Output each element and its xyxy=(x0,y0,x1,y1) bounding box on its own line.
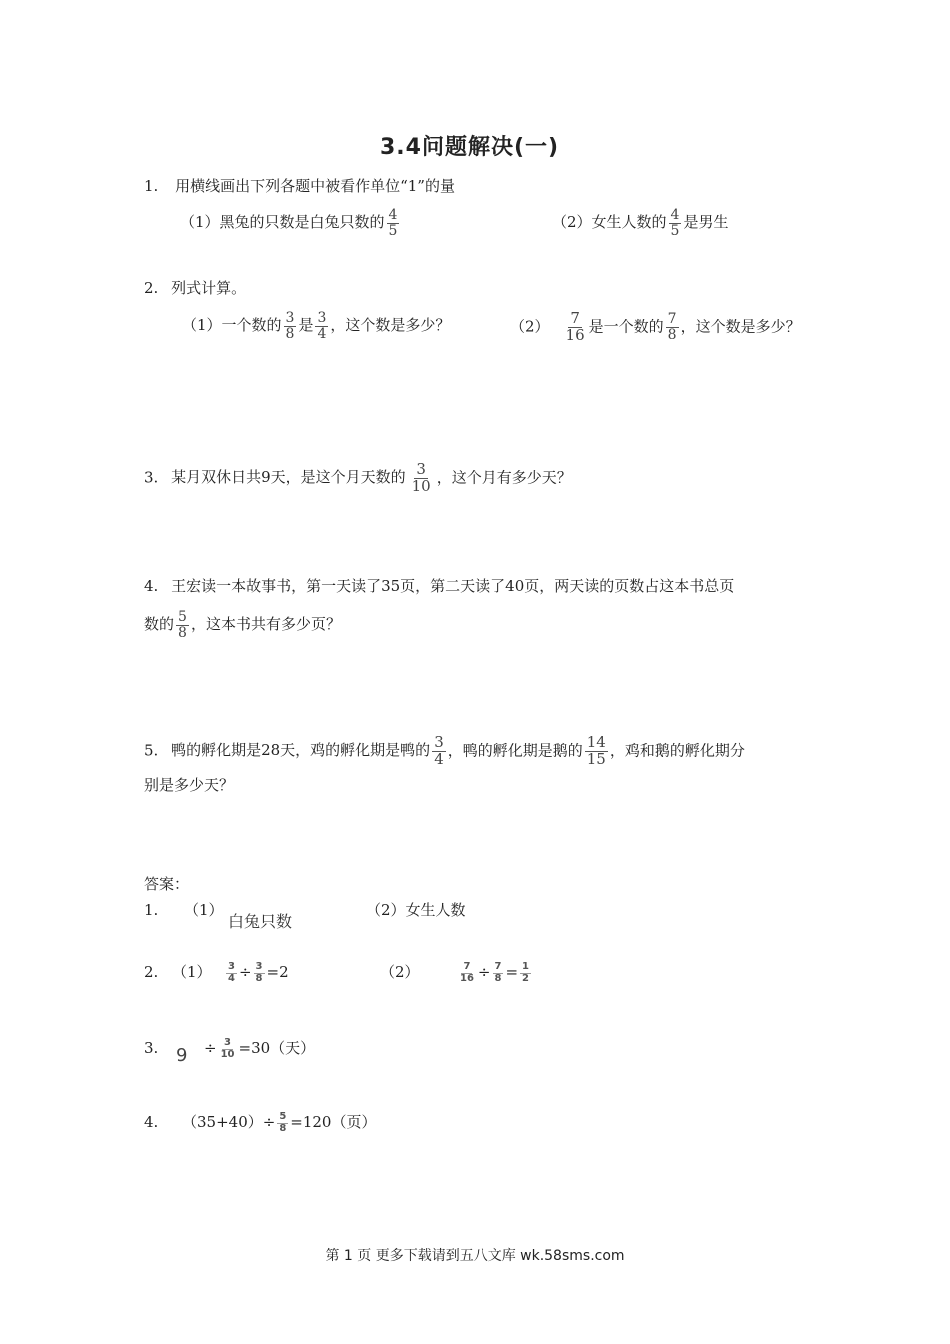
fraction xyxy=(315,311,328,341)
fraction-numerator: 14 xyxy=(586,733,606,751)
question-2-number: 2. xyxy=(144,279,159,297)
answer-2-part-1 xyxy=(224,962,289,984)
question-3-text: ，这个月有多少天？ xyxy=(436,468,572,487)
question-5 xyxy=(144,735,745,768)
question-3 xyxy=(144,462,572,495)
question-2-part-1 xyxy=(182,311,450,341)
question-4 xyxy=(144,576,734,596)
question-5-line-2: 别是多少天？ xyxy=(144,776,235,794)
fraction-denominator: 16 xyxy=(565,325,585,344)
fraction-denominator: 8 xyxy=(255,972,263,984)
answer-3-result: =30（天） xyxy=(238,1039,316,1057)
fraction-numerator: 3 xyxy=(228,961,235,972)
question-4-text: 王宏读一本故事书，第一天读了35页，第二天读了40页，两天读的页数占这本书总页 xyxy=(171,577,735,595)
fraction xyxy=(564,311,587,344)
fraction xyxy=(254,962,265,984)
fraction-denominator: 8 xyxy=(279,1122,287,1134)
fraction-numerator: 3 xyxy=(255,961,263,972)
fraction-denominator: 16 xyxy=(460,972,474,984)
answer-3-number: 3. xyxy=(144,1039,159,1057)
question-2-part-2-text: 是一个数的 xyxy=(588,317,664,336)
question-4-text: 数的 xyxy=(144,615,175,634)
fraction-numerator: 5 xyxy=(178,609,187,625)
question-1-part-2-text: （2）女生人数的 xyxy=(552,213,667,232)
answer-1-part-2: （2）女生人数 xyxy=(366,901,466,919)
fraction-numerator: 3 xyxy=(416,460,426,478)
page-footer: 第 1 页 更多下载请到五八文库 wk.58sms.com xyxy=(325,1248,625,1264)
equals-sign: = xyxy=(505,963,519,981)
fraction xyxy=(458,962,476,984)
fraction-numerator: 7 xyxy=(570,309,580,327)
question-5-text: ，鸭的孵化期是鹅的 xyxy=(447,741,583,760)
answer-2-part-2 xyxy=(456,962,533,984)
question-2-part-1-text: ，这个数是多少？ xyxy=(330,316,451,335)
question-1-part-1-text: （1）黑兔的只数是白兔只数的 xyxy=(180,213,385,232)
fraction xyxy=(176,610,189,640)
fraction-numerator: 4 xyxy=(670,207,680,223)
answer-3-expression xyxy=(204,1038,315,1060)
fraction xyxy=(520,962,531,984)
answer-2-part-2-label: （2） xyxy=(380,963,420,981)
fraction-numerator: 3 xyxy=(224,1037,232,1048)
fraction-denominator: 8 xyxy=(285,325,295,342)
answer-4-result: =120（页） xyxy=(290,1113,377,1131)
question-2-part-2-text: ，这个数是多少？ xyxy=(680,317,801,336)
question-1-part-2 xyxy=(552,208,728,238)
divide-sign: ÷ xyxy=(204,1039,217,1057)
question-1-number: 1. xyxy=(144,177,159,195)
fraction-numerator: 4 xyxy=(388,207,398,223)
fraction xyxy=(410,462,433,495)
fraction xyxy=(387,208,400,238)
fraction-denominator: 10 xyxy=(411,476,431,495)
question-1-text: 用横线画出下列各题中被看作单位“1”的量 xyxy=(175,177,455,195)
fraction-denominator: 8 xyxy=(494,972,502,984)
fraction xyxy=(277,1112,288,1134)
fraction-denominator: 4 xyxy=(434,749,444,768)
question-2-part-1-text: 是 xyxy=(298,316,314,335)
question-1 xyxy=(144,176,455,196)
fraction-denominator: 5 xyxy=(388,222,398,239)
fraction-numerator: 3 xyxy=(285,310,295,326)
fraction-numerator: 7 xyxy=(463,961,471,972)
question-3-number: 3. xyxy=(144,468,159,487)
question-2 xyxy=(144,278,246,298)
question-2-part-1-text: （1）一个数的 xyxy=(182,316,282,335)
answer-2-part-1-result: =2 xyxy=(266,963,289,981)
fraction-denominator: 10 xyxy=(220,1048,235,1060)
answer-1-part-1-label: （1） xyxy=(184,901,224,919)
fraction-denominator: 4 xyxy=(317,325,327,342)
fraction-denominator: 15 xyxy=(586,749,606,768)
answer-1-part-1-value: 白兔只数 xyxy=(228,912,293,931)
divide-sign: ÷ xyxy=(477,963,491,981)
answer-3-nine: 9 xyxy=(176,1045,188,1066)
answer-1-number: 1. xyxy=(144,901,159,919)
fraction xyxy=(585,735,608,768)
fraction xyxy=(284,311,297,341)
fraction-numerator: 1 xyxy=(522,961,530,972)
fraction xyxy=(493,962,504,984)
divide-sign: ÷ xyxy=(238,963,252,981)
answers-heading: 答案： xyxy=(144,875,190,893)
fraction-numerator: 5 xyxy=(279,1111,287,1122)
fraction-denominator: 2 xyxy=(522,972,530,984)
question-4-number: 4. xyxy=(144,577,159,595)
question-1-part-1 xyxy=(180,208,401,238)
fraction xyxy=(226,962,237,984)
fraction xyxy=(219,1038,237,1060)
question-2-part-2-label: （2） xyxy=(510,317,550,336)
fraction xyxy=(669,208,682,238)
fraction-numerator: 7 xyxy=(667,311,677,328)
fraction xyxy=(432,735,446,768)
fraction-numerator: 3 xyxy=(317,310,327,326)
fraction-denominator: 4 xyxy=(228,972,235,984)
question-4-text: ，这本书共有多少页？ xyxy=(190,615,341,634)
question-1-part-2-suffix: 是男生 xyxy=(683,213,729,232)
fraction-denominator: 5 xyxy=(670,222,680,239)
fraction-denominator: 8 xyxy=(667,326,677,343)
answer-4-text: （35+40）÷ xyxy=(182,1113,276,1131)
fraction-numerator: 3 xyxy=(434,733,444,751)
page-title: 3.4问题解决(一) xyxy=(380,135,560,160)
question-4-line-2 xyxy=(144,610,341,640)
answer-4-expression xyxy=(182,1112,376,1134)
question-2-text: 列式计算。 xyxy=(171,279,247,297)
question-5-text: 鸭的孵化期是28天，鸡的孵化期是鸭的 xyxy=(171,741,431,760)
question-2-part-2 xyxy=(510,311,801,344)
fraction-numerator: 7 xyxy=(494,961,502,972)
answer-4-number: 4. xyxy=(144,1113,159,1131)
fraction-denominator: 8 xyxy=(178,624,187,641)
fraction xyxy=(666,312,679,342)
answer-2-part-1-label: （1） xyxy=(172,963,212,981)
question-5-text: ，鸡和鹅的孵化期分 xyxy=(609,741,745,760)
question-3-text: 某月双休日共9天，是这个月天数的 xyxy=(171,468,406,487)
question-5-number: 5. xyxy=(144,741,159,760)
answer-2-number: 2. xyxy=(144,963,159,981)
